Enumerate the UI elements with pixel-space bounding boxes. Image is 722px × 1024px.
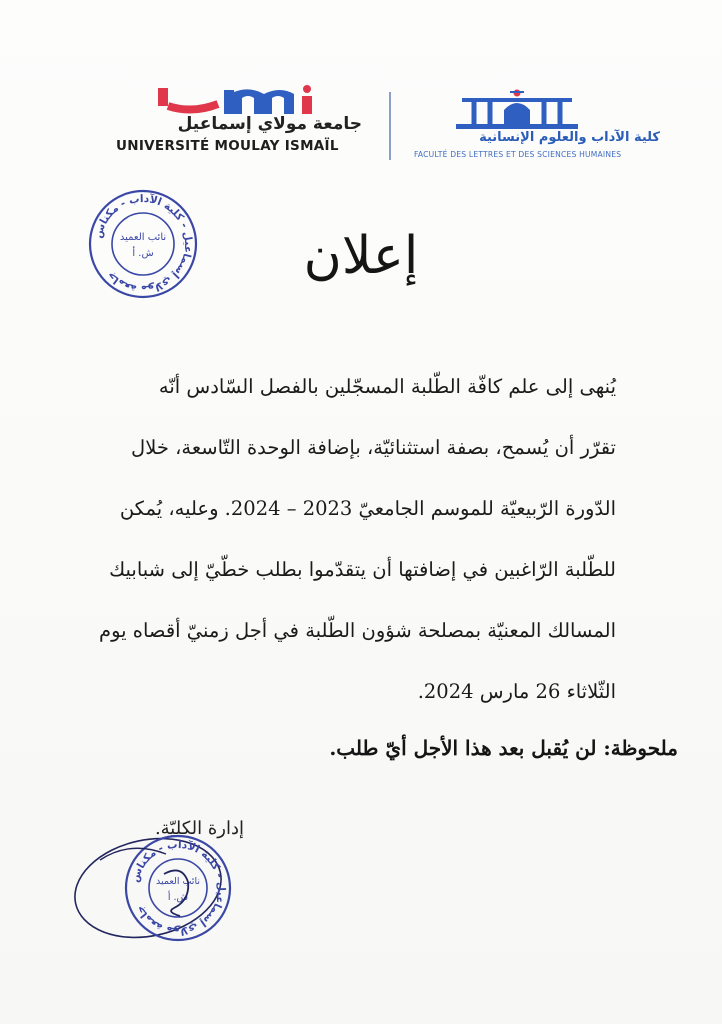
faculty-name-arabic: كلية الآداب والعلوم الإنسانية — [479, 130, 660, 145]
umi-logo-icon — [152, 84, 352, 118]
faculty-building-icon — [452, 88, 582, 132]
university-name-arabic: جامعة مولاي إسماعيل — [177, 114, 362, 134]
official-stamp-bottom — [70, 820, 245, 950]
announcement-body — [96, 356, 616, 722]
announcement-title: إعلان — [303, 226, 419, 286]
body-line: الدّورة الرّبيعيّة للموسم الجامعيّ 2023 – 2024. وعليه، يُمكن — [119, 497, 616, 520]
university-logo — [112, 84, 372, 164]
body-line: الثّلاثاء 26 مارس 2024. — [417, 680, 616, 703]
stamp-center-code: ش. أ — [167, 892, 189, 903]
body-line: تقرّر أن يُسمح، بصفة استثنائيّة، بإضافة الوحدة التّاسعة، خلال — [131, 436, 616, 459]
body-line: للطّلبة الرّاغبين في إضافتها أن يتقدّموا بطلب خطّيّ إلى شبابيك — [109, 558, 616, 581]
body-line: يُنهى إلى علم كافّة الطّلبة المسجّلين بالفصل السّادس أنّه — [158, 375, 616, 398]
stamp-center-code: ش. أ — [132, 248, 154, 259]
stamp-center-title: نائب العميد — [156, 876, 200, 887]
stamp-ring-text: جامعة مولاي إسماعيل - كلية الآداب - مكناس — [129, 838, 228, 938]
administration-signature: إدارة الكليّة. — [154, 818, 244, 839]
faculty-logo — [412, 88, 672, 168]
stamp-center-title: نائب العميد — [119, 232, 167, 243]
svg-text:جامعة مولاي إسماعيل - كلية الآ — [129, 839, 227, 937]
announcement-note: ملحوظة: لن يُقبل بعد هذا الأجل أيّ طلب. — [329, 736, 678, 760]
header-divider — [389, 92, 391, 160]
body-line: المسالك المعنيّة بمصلحة شؤون الطّلبة في أجل زمنيّ أقصاه يوم — [99, 619, 616, 642]
faculty-name-latin: FACULTÉ DES LETTRES ET DES SCIENCES HUMAINES — [414, 150, 622, 159]
university-name-latin: UNIVERSITÉ MOULAY ISMAÏL — [116, 138, 339, 154]
stamp-ring-text: جامعة مولاي إسماعيل - كلية الآداب - مكناس — [92, 192, 195, 296]
